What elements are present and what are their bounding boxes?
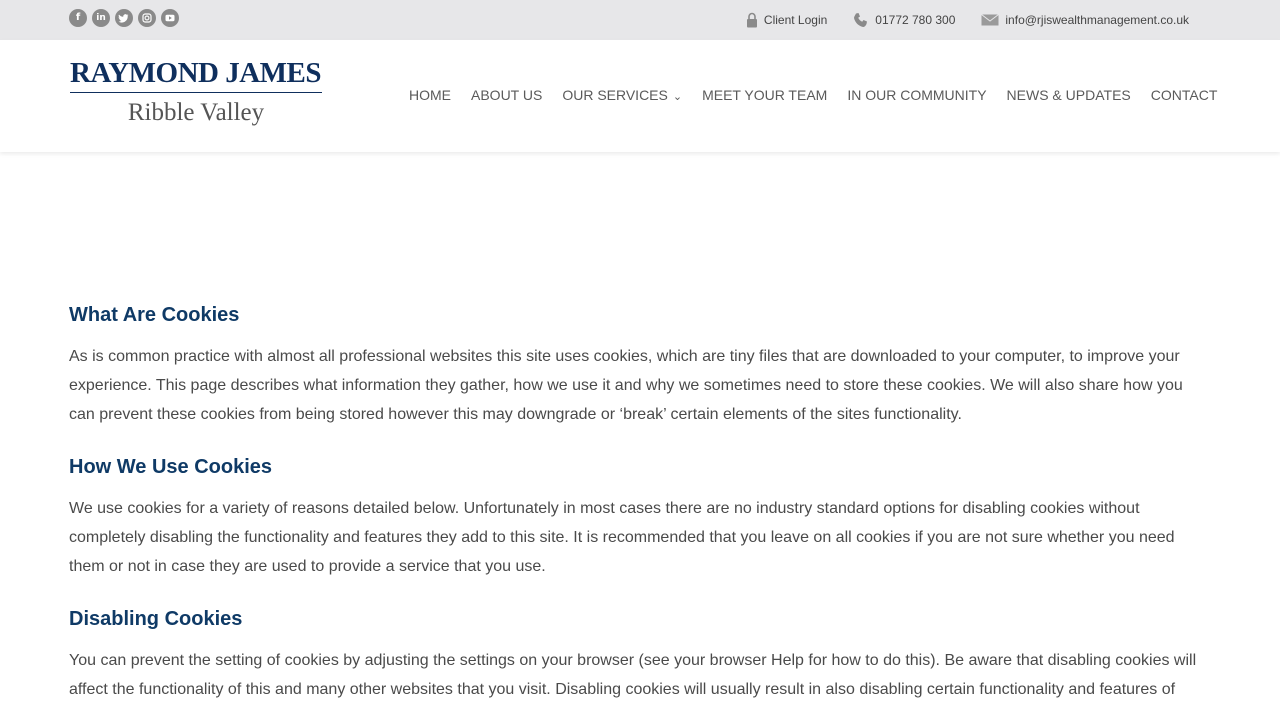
- nav-about-us[interactable]: [471, 86, 542, 103]
- section-body: We use cookies for a variety of reasons detailed below. Unfortunately in most cases there are no industry standard options for disabling cookies without completely disabling the functionality and features they add to this site. It is recommended that you leave on all cookies if you are not sure whether you need them or not in case they are used to provide a service that you use.: [69, 500, 1175, 575]
- main-content: [69, 300, 1209, 704]
- raymond-james-logo[interactable]: [70, 58, 322, 127]
- envelope-icon: [981, 14, 999, 26]
- nav-in-our-community[interactable]: [847, 86, 986, 103]
- nav-news-updates-label: NEWS & UPDATES: [1006, 86, 1131, 103]
- nav-meet-your-team[interactable]: [702, 86, 827, 103]
- phone-link[interactable]: [853, 12, 955, 28]
- nav-home[interactable]: [409, 86, 451, 103]
- nav-meet-your-team-label: MEET YOUR TEAM: [702, 86, 828, 103]
- nav-our-services[interactable]: [562, 86, 682, 103]
- section-disabling-cookies: [69, 604, 1209, 704]
- contact-links: [746, 0, 1189, 40]
- linkedin-icon[interactable]: in: [92, 9, 110, 27]
- section-heading: What Are Cookies: [69, 304, 240, 326]
- section-how-we-use-cookies: [69, 452, 1209, 581]
- nav-our-services-label: OUR SERVICES: [562, 86, 668, 103]
- section-heading: How We Use Cookies: [69, 456, 273, 478]
- logo-brand: RAYMOND JAMES: [70, 57, 322, 89]
- nav-about-us-label: ABOUT US: [471, 86, 543, 103]
- client-login-link[interactable]: [746, 12, 827, 28]
- top-bar: [0, 0, 1280, 40]
- facebook-icon[interactable]: f: [69, 9, 87, 27]
- logo-subtitle: Ribble Valley: [127, 99, 265, 126]
- chevron-down-icon: ⌄: [672, 91, 683, 103]
- twitter-icon[interactable]: [115, 9, 133, 27]
- nav-in-our-community-label: IN OUR COMMUNITY: [847, 86, 987, 103]
- logo-divider: [70, 92, 322, 93]
- section-body: You can prevent the setting of cookies by adjusting the settings on your browser (see your browser Help for how to do this). Be aware that disabling cookies will affect the functionality of this and many other websites that you visit. Disabling cookies will usually result in also disabling certain functionality and features of: [69, 652, 1197, 698]
- email-address: info@rjiswealthmanagement.co.uk: [1005, 13, 1189, 27]
- section-body: As is common practice with almost all professional websites this site uses cookies, which are tiny files that are downloaded to your computer, to improve your experience. This page describes what information they gather, how we use it and why we sometimes need to store these cookies. We will also share how you can prevent these cookies from being stored however this may downgrade or ‘break’ certain elements of the sites functionality.: [69, 348, 1183, 423]
- nav-contact[interactable]: [1151, 86, 1218, 103]
- main-nav: [409, 86, 1217, 103]
- instagram-icon[interactable]: [138, 9, 156, 27]
- lock-icon: [746, 12, 758, 28]
- section-heading: Disabling Cookies: [69, 608, 243, 630]
- site-header: [0, 40, 1280, 152]
- section-what-are-cookies: [69, 300, 1209, 429]
- social-links: [69, 9, 179, 27]
- nav-home-label: HOME: [409, 86, 451, 103]
- email-link[interactable]: [981, 13, 1189, 27]
- phone-number: 01772 780 300: [875, 13, 956, 27]
- nav-news-updates[interactable]: [1007, 86, 1131, 103]
- phone-icon: [853, 12, 869, 28]
- nav-contact-label: CONTACT: [1150, 86, 1218, 103]
- client-login-label: Client Login: [763, 13, 828, 27]
- youtube-icon[interactable]: [161, 9, 179, 27]
